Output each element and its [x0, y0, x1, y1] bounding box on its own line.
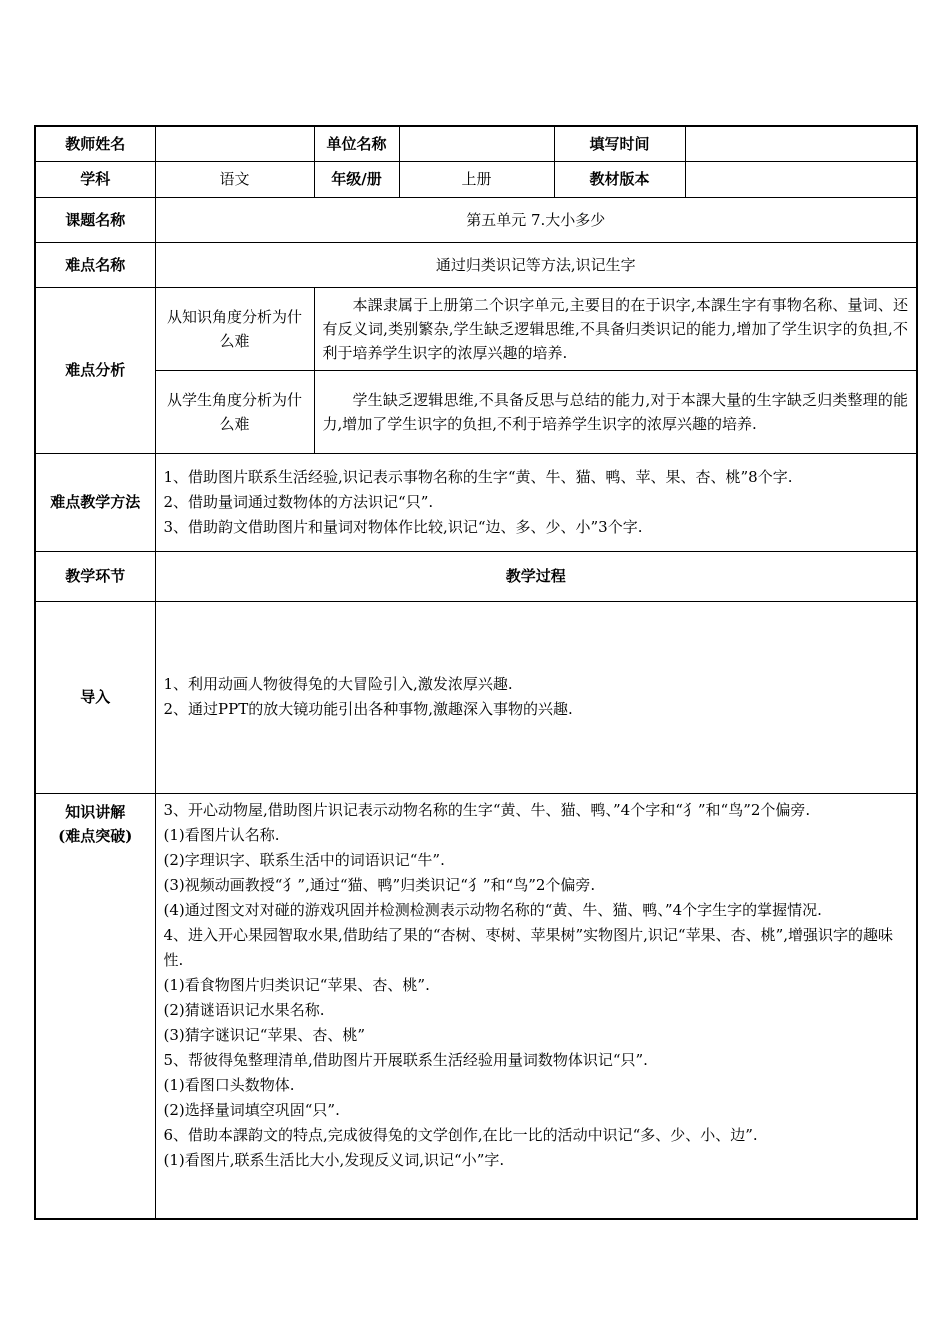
knowledge-item: (1)看图口头数物体. — [163, 1075, 295, 1094]
knowledge-item: 3、开心动物屋,借助图片识记表示动物名称的生字“黄、牛、猫、鸭、”4个字和“犭”和“鸟”2个偏旁. — [163, 800, 811, 819]
unit-name-value — [399, 126, 554, 161]
intro-label: 导入 — [35, 601, 155, 793]
student-angle-text: 学生缺乏逻辑思维,不具备反思与总结的能力,对于本課大量的生字缺乏归类整理的能力,增加了学生识字的负担,不利于培养学生识字的浓厚兴趣的培养. — [314, 370, 917, 453]
analysis-label: 难点分析 — [35, 287, 155, 453]
grade-value: 上册 — [399, 161, 554, 197]
knowledge-item: (1)看食物图片归类识记“苹果、杏、桃”. — [163, 975, 430, 994]
student-angle-label: 从学生角度分析为什么难 — [155, 370, 314, 453]
knowledge-item: 5、帮彼得兔整理清单,借助图片开展联系生活经验用量词数物体识记“只”. — [163, 1050, 648, 1069]
grade-label: 年级/册 — [314, 161, 399, 197]
analysis-student-row — [35, 370, 917, 453]
methods-row — [35, 453, 917, 551]
topic-value: 第五单元 7.大小多少 — [155, 197, 917, 242]
fill-time-label: 填写时间 — [554, 126, 685, 161]
knowledge-item: (1)看图片认名称. — [163, 825, 280, 844]
knowledge-item: (3)视频动画教授“犭”,通过“猫、鸭”归类识记“犭”和“鸟”2个偏旁. — [163, 875, 596, 894]
unit-name-label: 单位名称 — [314, 126, 399, 161]
topic-row — [35, 197, 917, 242]
difficulty-row — [35, 242, 917, 287]
difficulty-label: 难点名称 — [35, 242, 155, 287]
knowledge-item: (3)猜字谜识记“苹果、杏、桃” — [163, 1025, 366, 1044]
lesson-plan-table — [34, 125, 918, 1220]
knowledge-label: 知识讲解 — [65, 802, 126, 821]
header-row-2 — [35, 161, 917, 197]
lesson-plan-sheet — [34, 125, 916, 1220]
methods-item: 1、借助图片联系生活经验,识记表示事物名称的生字“黄、牛、猫、鸭、苹、果、杏、桃”8个字. — [163, 467, 793, 486]
knowledge-angle-label: 从知识角度分析为什么难 — [155, 287, 314, 370]
intro-item: 1、利用动画人物彼得兔的大冒险引入,激发浓厚兴趣. — [163, 675, 513, 693]
subject-label: 学科 — [35, 161, 155, 197]
methods-item: 3、借助韵文借助图片和量词对物体作比较,识记“边、多、少、小”3个字. — [163, 517, 643, 536]
knowledge-item: (2)字理识字、联系生活中的词语识记“牛”. — [163, 850, 445, 869]
teacher-name-label: 教师姓名 — [35, 126, 155, 161]
process-stage-label: 教学环节 — [35, 551, 155, 601]
teacher-name-value — [155, 126, 314, 161]
process-content-label: 教学过程 — [155, 551, 917, 601]
knowledge-item: (1)看图片,联系生活比大小,发现反义词,识记“小”字. — [163, 1150, 505, 1169]
knowledge-item: (4)通过图文对对碰的游戏巩固并检测检测表示动物名称的“黄、牛、猫、鸭、”4个字生字的掌握情况. — [163, 900, 822, 919]
methods-list — [155, 453, 917, 551]
methods-item: 2、借助量词通过数物体的方法识记“只”. — [163, 492, 434, 511]
subject-value: 语文 — [155, 161, 314, 197]
knowledge-row — [35, 793, 917, 1219]
process-header-row — [35, 551, 917, 601]
topic-label: 课题名称 — [35, 197, 155, 242]
analysis-knowledge-row — [35, 287, 917, 370]
knowledge-angle-text: 本課隶属于上册第二个识字单元,主要目的在于识字,本課生字有事物名称、量词、还有反义词,类别繁杂,学生缺乏逻辑思维,不具备归类识记的能力,增加了学生识字的负担,不利于培养学生识字的浓厚兴趣的培养. — [314, 287, 917, 370]
edition-label: 教材版本 — [554, 161, 685, 197]
edition-value — [685, 161, 917, 197]
knowledge-item: (2)猜谜语识记水果名称. — [163, 1000, 325, 1019]
fill-time-value — [685, 126, 917, 161]
knowledge-sublabel: (难点突破) — [58, 826, 133, 845]
intro-item: 2、通过PPT的放大镜功能引出各种事物,激趣深入事物的兴趣. — [163, 700, 573, 718]
knowledge-item: 4、进入开心果园智取水果,借助结了果的“杏树、枣树、苹果树”实物图片,识记“苹果、杏、桃”,增强识字的趣味性. — [163, 925, 894, 969]
knowledge-item: 6、借助本課韵文的特点,完成彼得兔的文学创作,在比一比的活动中识记“多、少、小、边”. — [163, 1125, 758, 1144]
methods-label: 难点教学方法 — [35, 453, 155, 551]
knowledge-label-cell — [35, 793, 155, 1219]
difficulty-value: 通过归类识记等方法,识记生字 — [155, 242, 917, 287]
header-row-1 — [35, 126, 917, 161]
knowledge-item: (2)选择量词填空巩固“只”. — [163, 1100, 340, 1119]
intro-list — [155, 601, 917, 793]
intro-row — [35, 601, 917, 793]
knowledge-list — [155, 793, 917, 1219]
